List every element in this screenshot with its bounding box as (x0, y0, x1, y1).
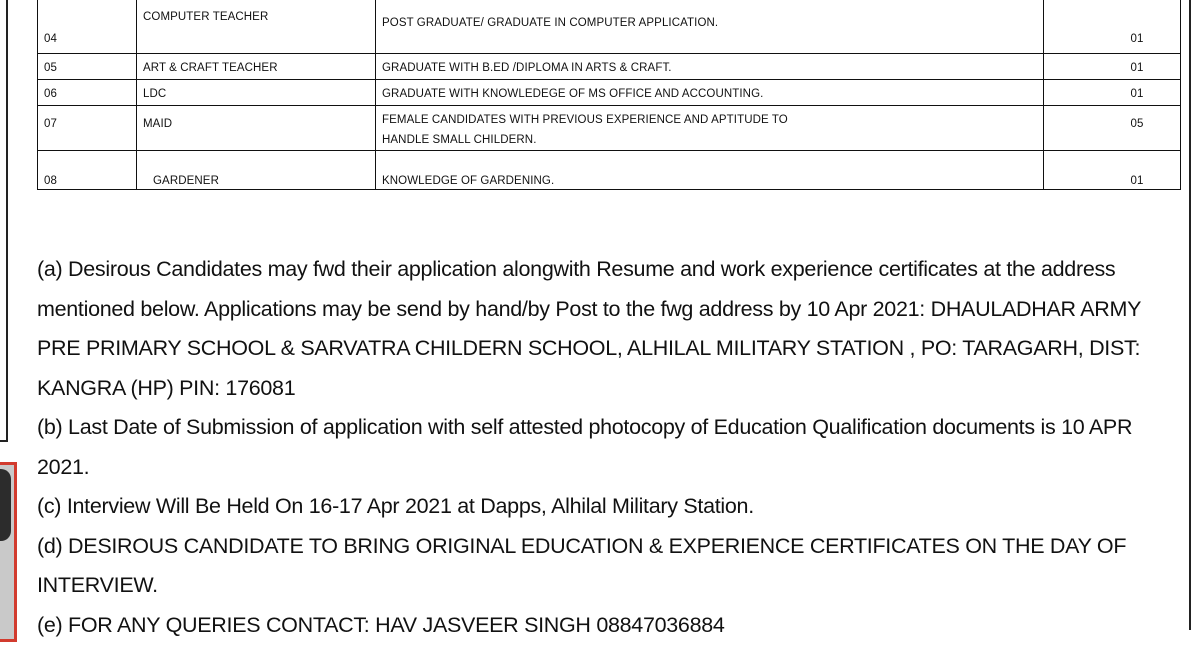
page-right-border (1189, 0, 1191, 630)
adjacent-advert-fragment (0, 462, 17, 642)
table-row (38, 106, 1181, 151)
note-c: (c) Interview Will Be Held On 16-17 Apr 2021 at Dapps, Alhilal Military Station. (37, 487, 1187, 527)
adjacent-column-border (0, 0, 8, 442)
post-cell (137, 54, 376, 80)
count-text: 01 (1100, 88, 1174, 100)
post-text: GARDENER (153, 175, 369, 187)
sn-text: 07 (44, 118, 130, 130)
sn-cell (38, 54, 137, 80)
note-a: (a) Desirous Candidates may fwd their application alongwith Resume and work experience certificates at the address mentioned below. Applications may be send by hand/by Post to the fwg address by 10 Apr 2021: DHAULADHAR ARMY PRE PRIMARY SCHOOL & SARVATRA CHILDERN SCHOOL, ALHILAL MILITARY STATION , PO: TARAGARH, DIST: KANGRA (HP) PIN: 176081 (37, 250, 1187, 408)
count-cell (1044, 80, 1181, 106)
sn-cell (38, 80, 137, 106)
qualification-cell (376, 151, 1044, 190)
note-e: (e) FOR ANY QUERIES CONTACT: HAV JASVEER SINGH 08847036884 (37, 606, 1187, 645)
adjacent-dark-shape (0, 469, 11, 541)
qualification-text: FEMALE CANDIDATES WITH PREVIOUS EXPERIENCE AND APTITUDE TO (382, 110, 1037, 130)
sn-cell (38, 106, 137, 151)
post-cell (137, 0, 376, 54)
count-text: 01 (1100, 33, 1174, 45)
qualification-cell (376, 106, 1044, 151)
count-cell (1044, 106, 1181, 151)
qualification-text: KNOWLEDGE OF GARDENING. (382, 175, 1037, 187)
sn-text: 06 (44, 88, 130, 100)
count-text: 05 (1100, 118, 1174, 130)
table-row (38, 54, 1181, 80)
sn-text: 05 (44, 62, 130, 74)
note-d: (d) DESIROUS CANDIDATE TO BRING ORIGINAL EDUCATION & EXPERIENCE CERTIFICATES ON THE DAY OF INTERVIEW. (37, 527, 1187, 606)
qualification-cell (376, 0, 1044, 54)
qualification-text-line2: HANDLE SMALL CHILDERN. (382, 130, 1037, 150)
count-cell (1044, 151, 1181, 190)
post-cell (137, 80, 376, 106)
count-cell (1044, 54, 1181, 80)
qualification-cell (376, 80, 1044, 106)
qualification-cell (376, 54, 1044, 80)
vacancy-table (37, 0, 1181, 190)
count-text: 01 (1100, 62, 1174, 74)
instructions-section (37, 250, 1187, 645)
qualification-text: GRADUATE WITH B.ED /DIPLOMA IN ARTS & CRAFT. (382, 62, 1037, 74)
qualification-text: POST GRADUATE/ GRADUATE IN COMPUTER APPLICATION. (382, 17, 1037, 29)
post-cell (137, 106, 376, 151)
table-row (38, 80, 1181, 106)
sn-text: 08 (44, 175, 130, 187)
count-cell (1044, 0, 1181, 54)
post-cell (137, 151, 376, 190)
qualification-text: GRADUATE WITH KNOWLEDEGE OF MS OFFICE AND ACCOUNTING. (382, 88, 1037, 100)
count-text: 01 (1100, 175, 1174, 187)
sn-cell (38, 0, 137, 54)
table-row (38, 151, 1181, 190)
note-b: (b) Last Date of Submission of application with self attested photocopy of Education Qualification documents is 10 APR 2021. (37, 408, 1187, 487)
post-text: ART & CRAFT TEACHER (143, 62, 369, 74)
post-text: COMPUTER TEACHER (143, 11, 369, 23)
post-text: LDC (143, 88, 369, 100)
table-row (38, 0, 1181, 54)
sn-cell (38, 151, 137, 190)
post-text: MAID (143, 118, 369, 130)
sn-text: 04 (44, 33, 130, 45)
